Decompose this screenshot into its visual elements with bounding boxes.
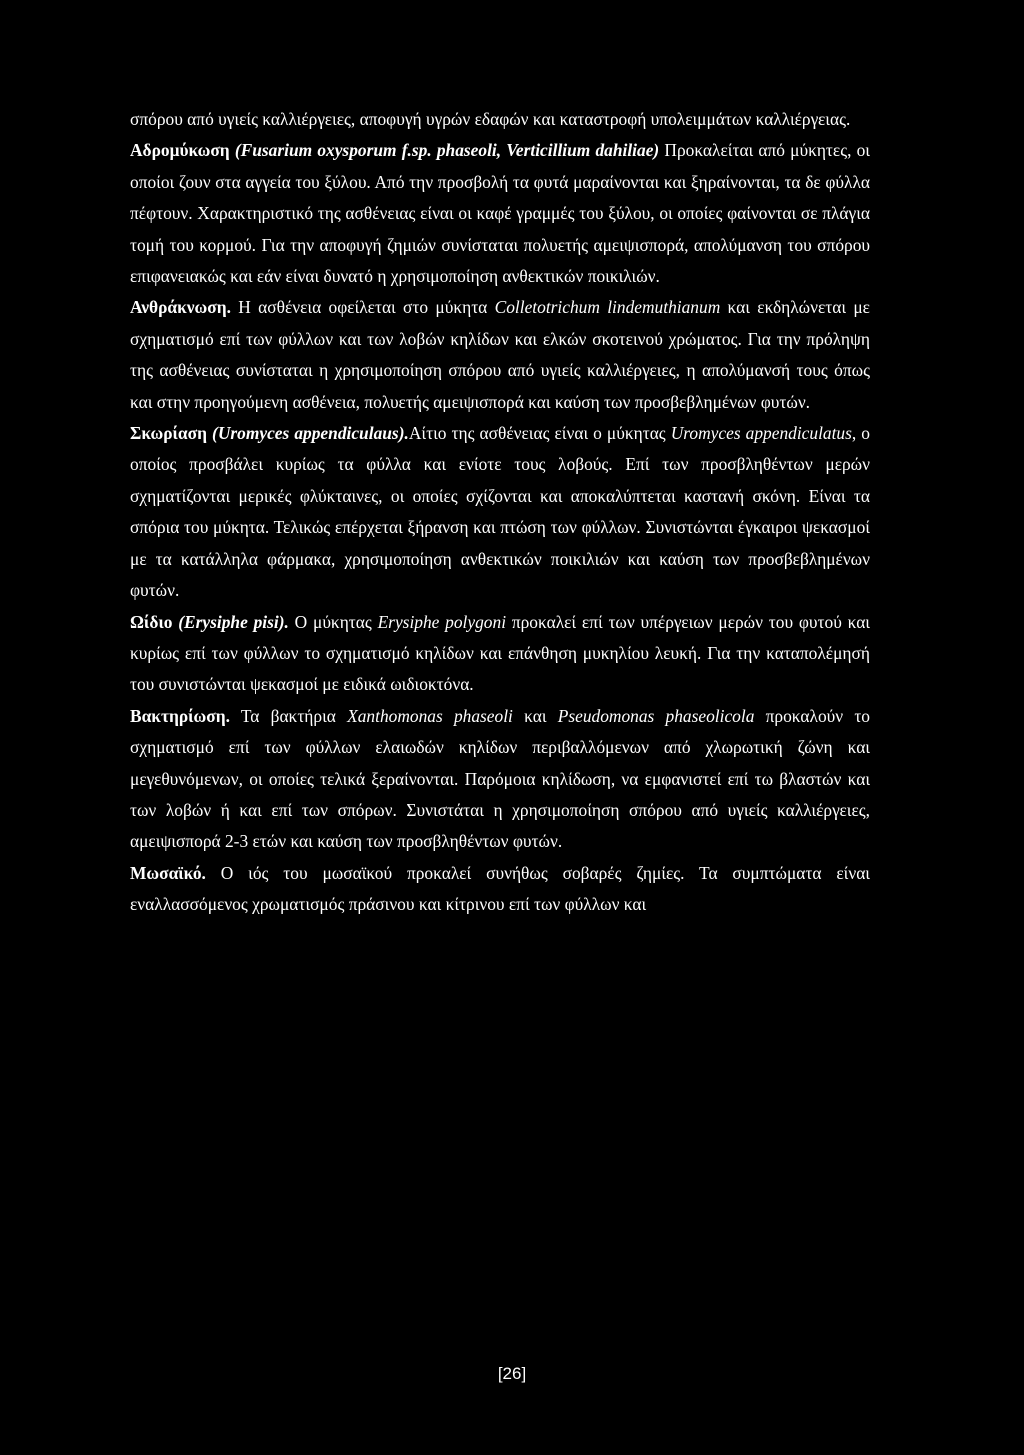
page-number: [26] — [497, 1364, 527, 1383]
paragraph-text: προκαλούν το σχηματισμό επί των φύλλων ελαιωδών κηλίδων περιβαλλόμενων από χλωρωτική ζώνη και μεγεθυνόμενων, οι οποίες τελικά ξεραίνονται. Παρόμοια κηλίδωση, να εμφανιστεί επί τω βλαστών και των λοβών ή και επί των σπόρων. Συνιστάται η χρησιμοποίηση σπόρου από υγιείς καλλιέργειες, αμειψισπορά 2-3 ετών και καύση των προσβληθέντων φυτών. — [130, 705, 871, 852]
paragraph — [130, 104, 870, 135]
document-page — [130, 104, 870, 921]
scientific-name: Erysiphe polygoni — [377, 611, 507, 632]
section-heading: Μωσαϊκό. — [130, 862, 206, 883]
paragraph — [130, 292, 870, 418]
section-heading: Αδρομύκωση — [130, 140, 235, 161]
section-heading-latin-name: (Fusarium oxysporum f.sp. phaseoli, Verticillium dahiliae) — [234, 140, 660, 161]
scientific-name: Uromyces appendiculatus — [670, 423, 852, 444]
section-heading: Σκωρίαση — [130, 423, 213, 444]
paragraph-text: προκαλεί επί των υπέργειων μερών του φυτού και κυρίως επί των φύλλων το σχηματισμό κηλίδων και επάνθηση μυκηλίου λευκή. Για την καταπολέμησή του συνιστώνται ψεκασμοί με ειδικά ωιδιοκτόνα. — [130, 611, 870, 695]
section-heading: Βακτηρίωση. — [130, 705, 230, 726]
paragraph-text: Προκαλείται από μύκητες, οι οποίοι ζουν στα αγγεία του ξύλου. Από την προσβολή τα φυτά μαραίνονται και ξηραίνονται, τα δε φύλλα πέφτουν. Χαρακτηριστικό της ασθένειας είναι οι καφέ γραμμές του ξύλου, οι οποίες φαίνονται σε πλάγια τομή του κορμού. Για την αποφυγή ζημιών συνίσταται πολυετής αμειψισπορά, απολύμανση του σπόρου επιφανειακώς και εάν είναι δυνατό η χρησιμοποίηση ανθεκτικών ποικιλιών. — [130, 140, 870, 287]
document-body — [130, 104, 870, 921]
section-heading: Ωίδιο — [130, 611, 179, 632]
paragraph — [130, 858, 870, 921]
paragraph-text: , ο οποίος προσβάλει κυρίως τα φύλλα και ενίοτε τους λοβούς. Επί των προσβληθέντων μερών σχηματίζονται μερικές φλύκταινες, οι οποίες σχίζονται και αποκαλύπτεται καστανή σκόνη. Είναι τα σπόρια του μύκητα. Τελικώς επέρχεται ξήρανση και πτώση των φύλλων. Συνιστώνται έγκαιροι ψεκασμοί με τα κατάλληλα φάρμακα, χρησιμοποίηση ανθεκτικών ποικιλιών και καύση των προσβεβλημένων φυτών. — [130, 423, 870, 601]
paragraph-text: Ο ιός του μωσαϊκού προκαλεί συνήθως σοβαρές ζημίες. Τα συμπτώματα είναι εναλλασσόμενος χρωματισμός πράσινου και κίτρινου επί των φύλλων και — [130, 862, 870, 915]
paragraph-text: Αίτιο της ασθένειας είναι ο μύκητας — [408, 423, 671, 444]
paragraph — [130, 701, 870, 858]
paragraph-text: Ο μύκητας — [288, 611, 378, 632]
scientific-name: Xanthomonas phaseoli — [347, 705, 513, 726]
paragraph-text: και — [512, 705, 558, 726]
paragraph-text: Τα βακτήρια — [229, 705, 348, 726]
paragraph — [130, 418, 870, 606]
scientific-name: Pseudomonas phaseolicola — [557, 705, 755, 726]
section-heading-latin-name: (Uromyces appendiculaus). — [212, 423, 409, 444]
paragraph-text: Η ασθένεια οφείλεται στο μύκητα — [230, 297, 495, 318]
paragraph-text: και εκδηλώνεται με σχηματισμό επί των φύλλων και των λοβών κηλίδων και ελκών σκοτεινού χρώματος. Για την πρόληψη της ασθένειας συνίσταται η χρησιμοποίηση σπόρου από υγιείς καλλιέργειες, η απολύμανσή τους όπως και στην προηγούμενη ασθένεια, πολυετής αμειψισπορά και καύση των προσβεβλημένων φυτών. — [130, 297, 870, 412]
paragraph — [130, 607, 870, 701]
paragraph — [130, 135, 870, 292]
section-heading: Ανθράκνωση. — [130, 297, 231, 318]
section-heading-latin-name: (Erysiphe pisi). — [178, 611, 289, 632]
paragraph-text: σπόρου από υγιείς καλλιέργειες, αποφυγή υγρών εδαφών και καταστροφή υπολειμμάτων καλλιέργειας. — [130, 109, 851, 129]
scientific-name: Colletotrichum lindemuthianum — [494, 297, 721, 318]
